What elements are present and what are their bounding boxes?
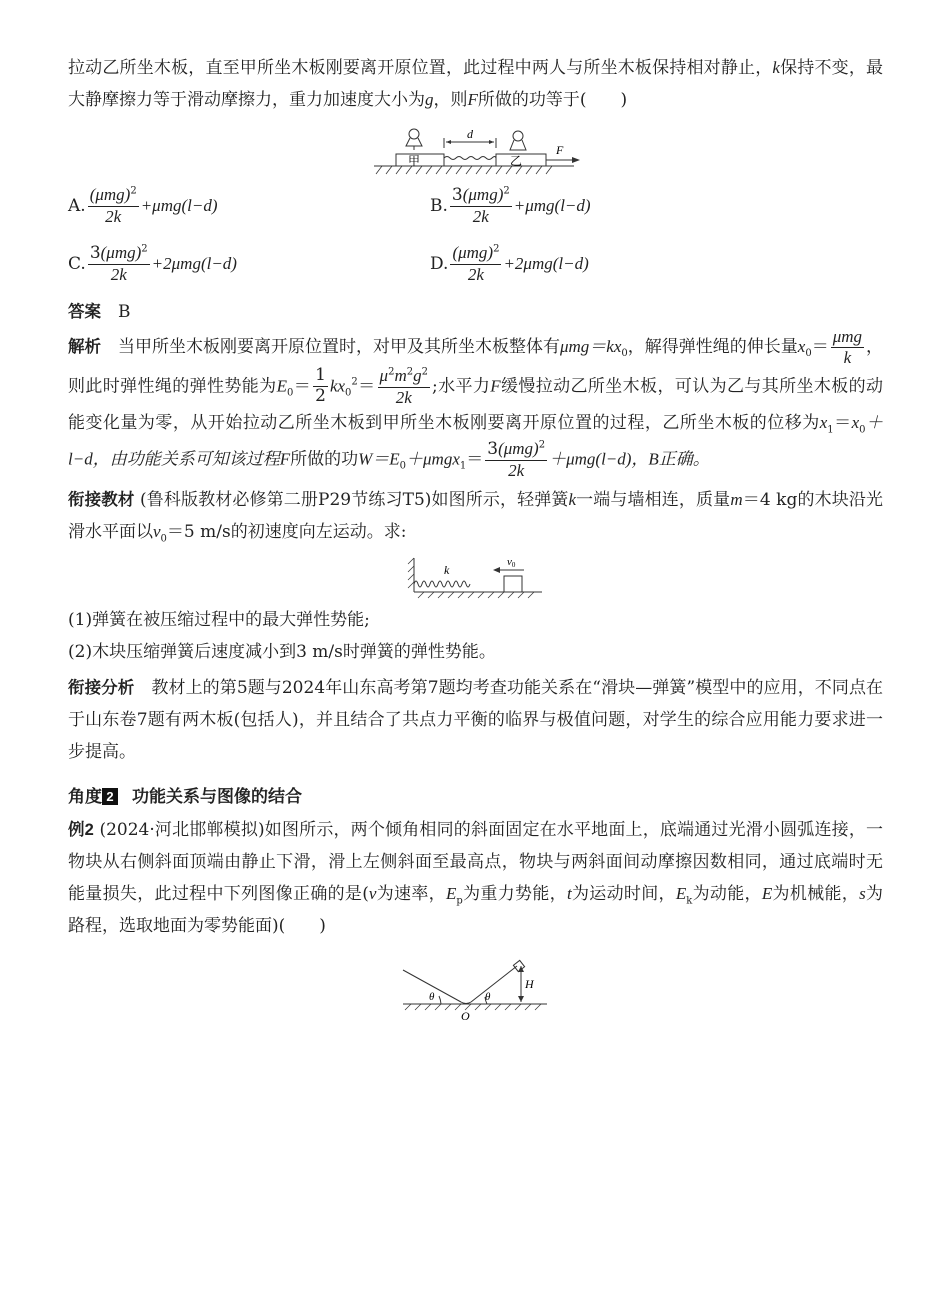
label-yi: 乙 [509,154,522,168]
fig-spring-k: k [443,563,449,578]
analysis-paragraph: 解析 当甲所坐木板刚要离开原位置时，对甲及其所坐木板整体有$\mu mg=kx_0$，解得弹性绳的伸长量$x_0=$ $\frac{\text{μmg}}{k}$ ，则此时弹性绳的弹性势能为$E_0=$ $\frac{1}{2}$ $kx_0^2=$ $\frac{\mu^2m^2g^2}{2k}$ ;水平力F缓慢拉动乙所坐木板，可认为乙与其所坐木板的动能变化量为零，从开始拉动乙所坐木板到甲所坐木板刚要离开原位置的过程，乙所坐木板的位移为$x_1=x_0+l-d$，由功能关系可知该过程F所做的功$W=E_0+\mu mgx_1=$ $\frac{3(\mu mg)^2}{2k}$ ＋μmg(l−d)，B正确。 [68,327,884,481]
label-O: O [460,1009,470,1024]
theta-right: θ [484,991,490,1004]
figure-two-boards [68,126,883,178]
textbook-paragraph: 衔接教材 (鲁科版教材必修第二册P29节练习T5)如图所示，轻弹簧k一端与墙相连，质量m＝4 kg的木块沿光滑水平面以$v_0=5$ m/s的初速度向左运动。求: [68,490,883,545]
section-heading: 角度 2 功能关系与图像的结合 [68,787,302,807]
theta-left: θ [428,991,434,1004]
option-b[interactable]: B. $\frac{3(\mu mg)^2}{2k}$ +μmg(l−d) [430,185,591,226]
option-a[interactable]: A. $\frac{(\mu mg)^2}{2k}$ +μmg(l−d) [68,185,218,226]
question-stem: 拉动乙所坐木板，直至甲所坐木板刚要离开原位置，此过程中两人与所坐木板保持相对静止，k保持不变，最大静摩擦力等于滑动摩擦力，重力加速度大小为g，则F所做的功等于( ) [68,58,884,110]
answer-line: 答案 B [68,302,131,322]
option-c[interactable]: C. $\frac{3(\mu mg)^2}{2k}$ +2μmg(l−d) [68,243,237,284]
question-2: (2)木块压缩弹簧后速度减小到3 m/s时弹簧的弹性势能。 [68,642,496,663]
figure-spring-block [68,554,883,600]
option-d[interactable]: D. $\frac{(\mu mg)^2}{2k}$ +2μmg(l−d) [430,243,589,284]
fig-v0: v0 [506,556,515,570]
label-d: d [466,127,473,141]
figure-inclines [68,958,883,1024]
label-H: H [524,977,534,992]
link-analysis-paragraph: 衔接分析 教材上的第5题与2024年山东高考第7题均考查功能关系在“滑块—弹簧”模型中的应用，不同点在于山东卷7题有两木板(包括人)，并且结合了共点力平衡的临界与极值问题，对学生的综合应用能力要求进一步提高。 [68,678,884,763]
label-F: F [555,143,563,157]
section-number-badge: 2 [102,788,118,805]
question-1: (1)弹簧在被压缩过程中的最大弹性势能; [68,610,370,631]
label-jia: 甲 [407,154,420,168]
example-paragraph: 例2 (2024·河北邯郸模拟)如图所示，两个倾角相同的斜面固定在水平地面上，底端通过光滑小圆弧连接，一物块从右侧斜面顶端由静止下滑，滑上左侧斜面至最高点，物块与两斜面间动摩擦因数相同，通过底端时无能量损失，此过程中下列图像正确的是(v为速率，$E_p$为重力势能，t为运动时间，$E_k$为动能，E为机械能，s为路程，选取地面为零势能面)( ) [68,820,884,937]
document-page [68,52,883,1024]
options-grid [68,180,883,290]
